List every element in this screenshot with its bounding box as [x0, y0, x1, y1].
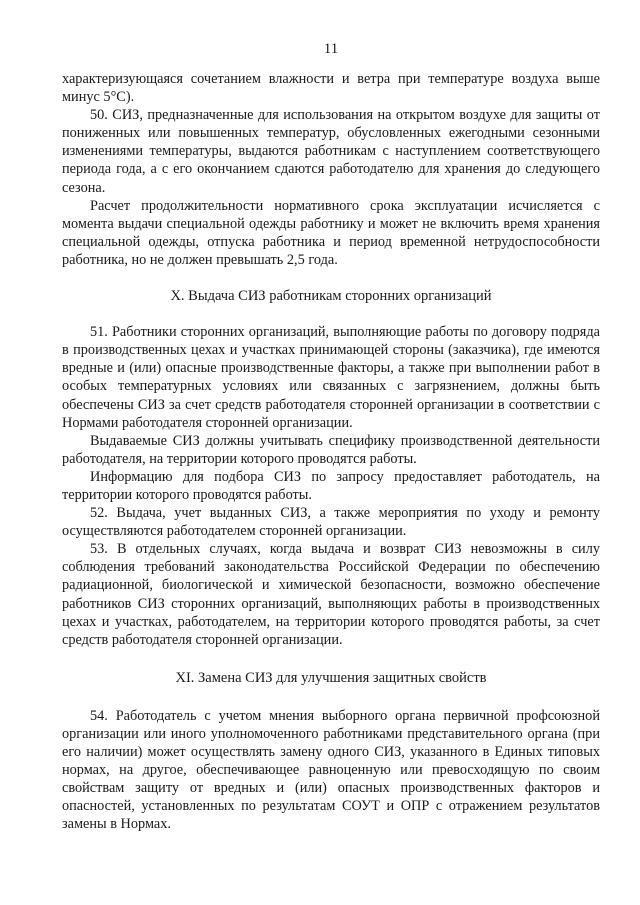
paragraph-50: 50. СИЗ, предназначенные для использования на открытом воздухе для защиты от пониженных или повышенных температур, обусловленных ежегодными сезонными изменениями температуры, выдаются работникам с наступлением соответствующего периода года, а с его окончанием сдаются работодателю для хранения до следующего сезона.: [62, 107, 600, 196]
paragraph-52: 52. Выдача, учет выданных СИЗ, а также мероприятия по уходу и ремонту осуществляются работодателем сторонней организации.: [62, 505, 600, 540]
page-number: 11: [323, 41, 339, 57]
section-xi-heading: XI. Замена СИЗ для улучшения защитных свойств: [175, 669, 487, 686]
paragraph-53: 53. В отдельных случаях, когда выдача и возврат СИЗ невозможны в силу соблюдения требований законодательства Российской Федерации по обеспечению радиационной, биологической и химической безопасности, возможно обеспечение работников СИЗ сторонних организаций, выполняющих работы в производственных цехах и участках, работодателем, на территории которого проводятся работы, за счет средств работодателя сторонней организации.: [62, 541, 600, 648]
section-x-heading: X. Выдача СИЗ работникам сторонних организаций: [170, 288, 492, 305]
paragraph-continuation: характеризующаяся сочетанием влажности и ветра при температуре воздуха выше минус 5°С).: [62, 71, 600, 106]
paragraph-calculation: Расчет продолжительности нормативного срока эксплуатации исчисляется с момента выдачи специальной одежды работнику и может не включить время хранения специальной одежды, отпуска работника и период временной нетрудоспособности работника, но не должен превышать 2,5 года.: [62, 197, 600, 268]
paragraph-51: 51. Работники сторонних организаций, выполняющие работы по договору подряда в производственных цехах и участках принимающей стороны (заказчика), где имеются вредные и (или) опасные производственные факторы, а также при выполнении работ в особых температурных условиях или связанных с загрязнением, должны быть обеспечены СИЗ за счет средств работодателя сторонней организации в соответствии с Нормами работодателя сторонней организации.: [62, 324, 600, 431]
paragraph-54: 54. Работодатель с учетом мнения выборного органа первичной профсоюзной организации или иного уполномоченного работниками представительного органа (при его наличии) может осуществлять замену одного СИЗ, указанного в Единых типовых нормах, на другое, обеспечивающее равноценную или превосходящую по своим свойствам защиту от вредных и (или) опасных производственных факторов и опасностей, установленных по результатам СОУТ и ОПР с отражением результатов замены в Нормах.: [62, 707, 600, 833]
paragraph-information: Информацию для подбора СИЗ по запросу предоставляет работодатель, на территории которого проводятся работы.: [62, 468, 600, 503]
paragraph-issued-ppe: Выдаваемые СИЗ должны учитывать специфику производственной деятельности работодателя, на территории которого проводятся работы.: [62, 432, 600, 467]
